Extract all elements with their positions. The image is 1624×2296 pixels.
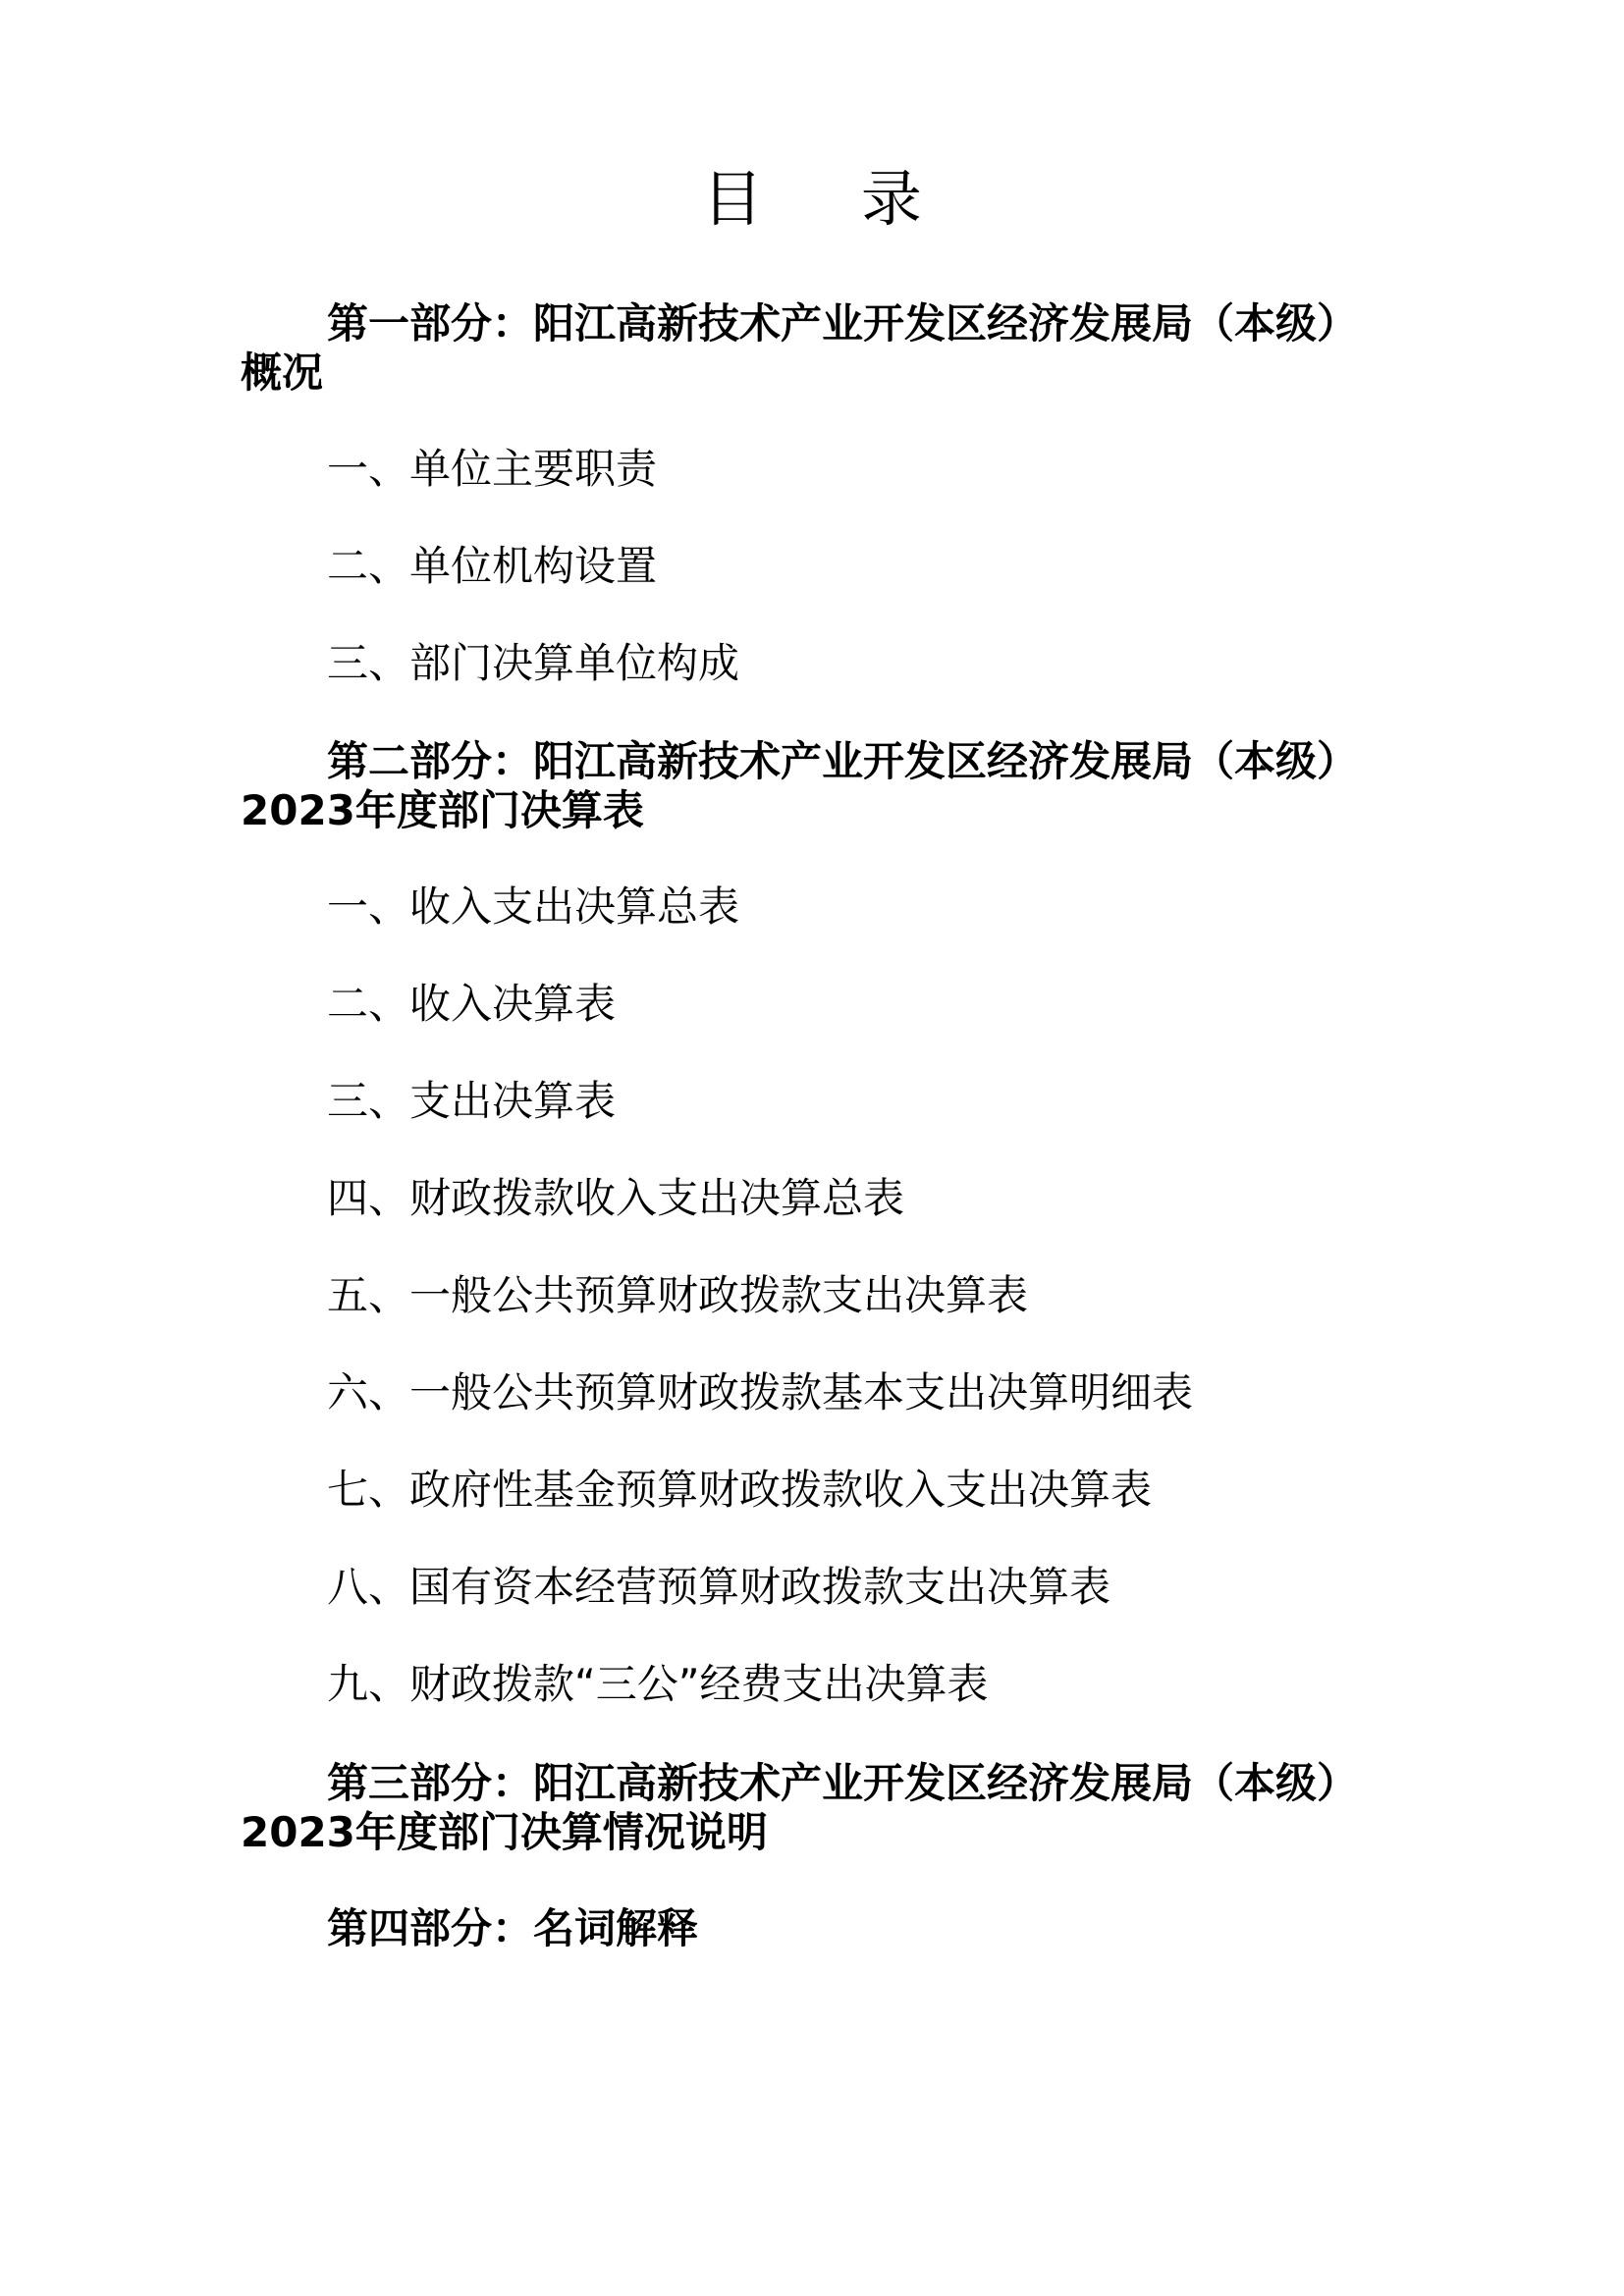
page-title: 目 录 xyxy=(702,163,961,235)
toc-item-1-1[interactable]: 一、单位主要职责 xyxy=(327,445,658,493)
toc-item-2-9[interactable]: 九、财政拨款“三公”经费支出决算表 xyxy=(327,1660,989,1708)
toc-part-3[interactable]: 第三部分：阳江高新技术产业开发区经济发展局（本级）2023年度部门决算情况说明 xyxy=(241,1759,1338,1856)
toc-item-2-4[interactable]: 四、财政拨款收入支出决算总表 xyxy=(327,1174,905,1222)
toc-item-2-7[interactable]: 七、政府性基金预算财政拨款收入支出决算表 xyxy=(327,1466,1153,1514)
toc-item-2-5[interactable]: 五、一般公共预算财政拨款支出决算表 xyxy=(327,1271,1029,1319)
toc-part-1[interactable]: 第一部分：阳江高新技术产业开发区经济发展局（本级）概况 xyxy=(241,299,1338,397)
toc-item-2-3[interactable]: 三、支出决算表 xyxy=(327,1077,617,1125)
toc-part-4[interactable]: 第四部分：名词解释 xyxy=(327,1904,699,1952)
toc-item-1-3[interactable]: 三、部门决算单位构成 xyxy=(327,639,740,687)
toc-item-2-8[interactable]: 八、国有资本经营预算财政拨款支出决算表 xyxy=(327,1563,1111,1611)
toc-item-2-6[interactable]: 六、一般公共预算财政拨款基本支出决算明细表 xyxy=(327,1368,1194,1416)
toc-part-2[interactable]: 第二部分：阳江高新技术产业开发区经济发展局（本级）2023年度部门决算表 xyxy=(241,737,1338,834)
toc-item-2-1[interactable]: 一、收入支出决算总表 xyxy=(327,882,740,931)
toc-item-2-2[interactable]: 二、收入决算表 xyxy=(327,980,617,1028)
toc-item-1-2[interactable]: 二、单位机构设置 xyxy=(327,542,658,590)
